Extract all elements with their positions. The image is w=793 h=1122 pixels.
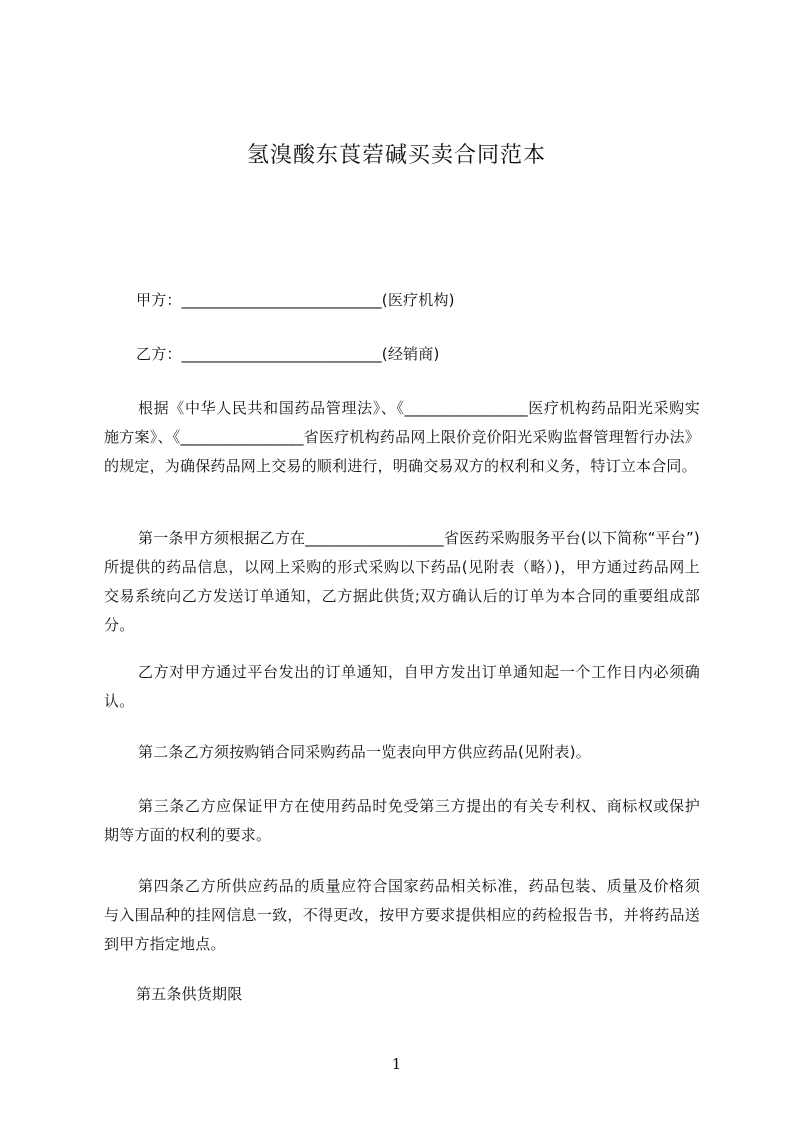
article-3-paragraph: 第三条乙方应保证甲方在使用药品时免受第三方提出的有关专利权、商标权或保护期等方面的权利的要求。 [104, 797, 700, 844]
page-number: 1 [391, 1055, 402, 1073]
party-a-line: 甲方：__________________________(医疗机构) [136, 291, 455, 309]
document-title: 氢溴酸东莨菪碱买卖合同范本 [246, 143, 546, 168]
article-2-paragraph: 第二条乙方须按购销合同采购药品一览表向甲方供应药品(见附表)。 [138, 743, 591, 761]
party-b-line: 乙方：__________________________(经销商) [136, 345, 440, 363]
article-1-paragraph: 第一条甲方须根据乙方在__________________省医药采购服务平台(以下简称“平台”)所提供的药品信息，以网上采购的形式采购以下药品(见附表（略）)，甲方通过药品网上交易系统向乙方发送订单通知，乙方据此供货;双方确认后的订单为本合同的重要组成部分。 [104, 529, 700, 634]
article-4-paragraph: 第四条乙方所供应药品的质量应符合国家药品相关标准，药品包装、质量及价格须与入围品种的挂网信息一致，不得更改，按甲方要求提供相应的药检报告书，并将药品送到甲方指定地点。 [104, 877, 700, 953]
preamble-paragraph: 根据《中华人民共和国药品管理法》、《________________医疗机构药品阳光采购实施方案》、《________________省医疗机构药品网上限价竞价阳光采购监督管理暂行办法》的规定，为确保药品网上交易的顺利进行，明确交易双方的权利和义务，特订立本合同。 [104, 399, 700, 475]
article-1-confirmation-paragraph: 乙方对甲方通过平台发出的订单通知，自甲方发出订单通知起一个工作日内必须确认。 [104, 663, 700, 710]
article-5-heading: 第五条供货期限 [136, 985, 243, 1003]
